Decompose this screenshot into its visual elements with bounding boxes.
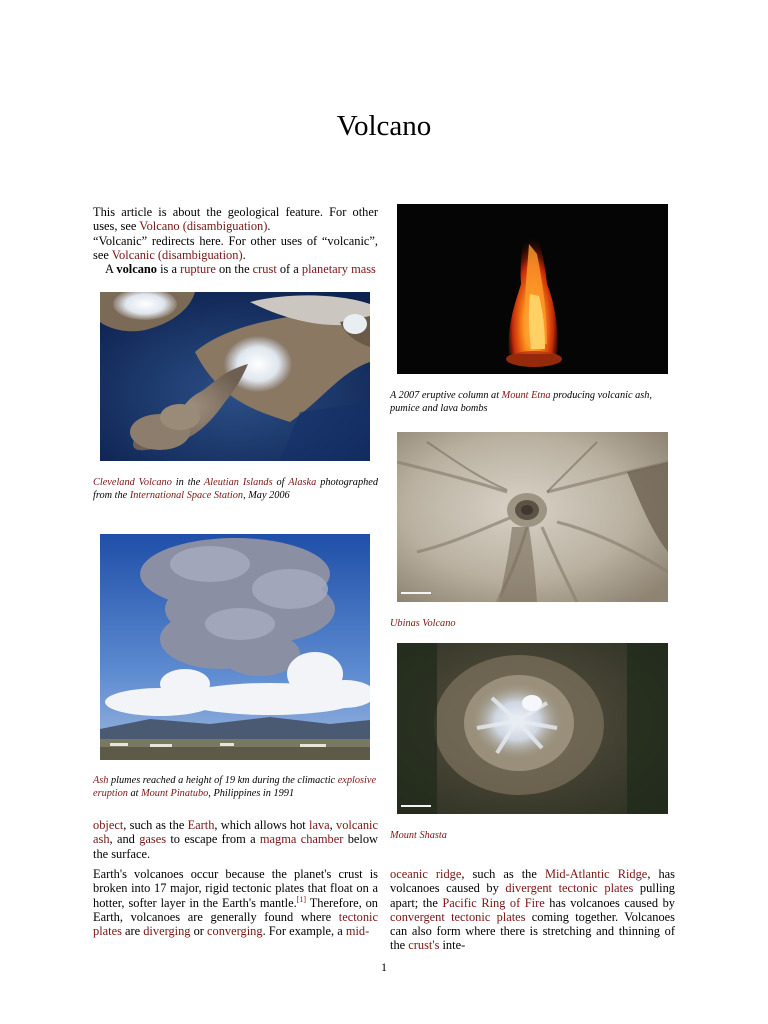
etna-image [397,204,668,374]
link-diverging[interactable]: diverging [143,924,191,939]
link-crust[interactable]: crust [252,262,277,277]
cleveland-volcano-image [100,292,370,461]
page-number: 1 [381,960,387,974]
link-aleutian-islands[interactable]: Aleutian Islands [204,477,273,488]
link-rupture[interactable]: rupture [180,262,216,277]
hatnote-line-2: “Volcanic” redirects here. For other uses of “volcanic”, see Volcanic (disambiguation). [93,233,378,262]
link-tectonic-plates[interactable]: tectonic plates [93,909,378,939]
photo-pinatubo [100,534,370,760]
link-convergent-tectonic-plates[interactable]: convergent tectonic plates [390,909,526,924]
link-mount-pinatubo[interactable]: Mount Pinatubo [141,788,209,800]
link-mount-etna[interactable]: Mount Etna [501,390,551,401]
link-mount-shasta[interactable]: Mount Shasta [390,830,447,841]
link-alaska[interactable]: Alaska [288,477,317,488]
link-volcanic-disambiguation[interactable]: Volcanic (disambiguation) [111,247,243,262]
link-converging[interactable]: converging [207,924,263,939]
link-volcano-disambiguation[interactable]: Volcano (disambiguation) [139,219,268,234]
link-ash[interactable]: Ash [93,775,109,786]
photo-ubinas [397,432,668,602]
link-explosive-eruption[interactable]: explosive eruption [93,775,377,800]
reference-1[interactable]: [1] [296,894,306,904]
lead-paragraph-continued: object, such as the Earth, which allows hot lava, volcanic ash, and gases to escape from a magma chamber below the surface. [93,818,378,861]
caption-pinatubo: Ash plumes reached a height of 19 km during the climactic explosive eruption at Mount Pinatubo, Philippines in 1991 [93,775,377,800]
ubinas-image [397,432,668,602]
caption-cleveland: Cleveland Volcano in the Aleutian Islands of Alaska photographed from the International Space Station, May 2006 [93,477,378,502]
link-magma-chamber[interactable]: magma chamber [259,832,344,847]
link-earth[interactable]: Earth [187,818,215,832]
paragraph-2-right: oceanic ridge, such as the Mid-Atlantic Ridge, has volcanoes caused by divergent tectonic plates pulling apart; the Pacific Ring of Fire has volcanoes caused by convergent tectonic plates coming together. Volcanoes can also form where there is stretching and thinning of the crust's inte- [390,867,676,953]
lead-bold-term: volcano [116,262,157,277]
caption-ubinas [390,617,675,630]
link-volcanic-ash[interactable]: volcanic ash [93,818,378,847]
link-ubinas-volcano[interactable]: Ubinas Volcano [390,618,456,629]
link-cleveland-volcano[interactable]: Cleveland Volcano [93,477,172,488]
lead-paragraph-start: A volcano is a rupture on the crust of a planetary mass [105,262,376,277]
hatnote-block [93,205,378,276]
shasta-image [397,643,668,814]
link-pacific-ring-of-fire[interactable]: Pacific Ring of Fire [442,895,545,910]
page-title: Volcano [336,110,432,142]
paragraph-2-left: Earth's volcanoes occur because the planet's crust is broken into 17 major, rigid tectonic plates that float on a hotter, softer layer in the Earth's mantle.[1] Therefore, on Earth, volcanoes are generally found where tectonic plates are diverging or converging. For example, a mid- [93,867,379,939]
link-mid-oceanic-ridge-part1[interactable]: mid- [345,924,370,939]
link-gases[interactable]: gases [139,832,167,847]
link-crusts[interactable]: crust's [408,938,440,953]
photo-mount-shasta [397,643,668,814]
caption-etna: A 2007 eruptive column at Mount Etna producing volcanic ash, pumice and lava bombs [390,390,652,415]
link-mid-oceanic-ridge-part2[interactable]: oceanic ridge [390,867,462,881]
link-mid-atlantic-ridge[interactable]: Mid-Atlantic Ridge [544,867,648,881]
caption-shasta [390,829,675,842]
photo-mount-etna [397,204,668,374]
hatnote-line-1: This article is about the geological feature. For other uses, see Volcano (disambiguation). [93,205,378,234]
link-lava[interactable]: lava [309,818,330,832]
photo-cleveland-volcano [100,292,370,461]
link-iss[interactable]: International Space Station [129,490,244,502]
link-divergent-tectonic-plates[interactable]: divergent tectonic plates [505,881,634,896]
link-planetary-mass[interactable]: planetary mass [301,262,376,277]
pinatubo-image [100,534,370,760]
link-object[interactable]: object [93,818,124,832]
